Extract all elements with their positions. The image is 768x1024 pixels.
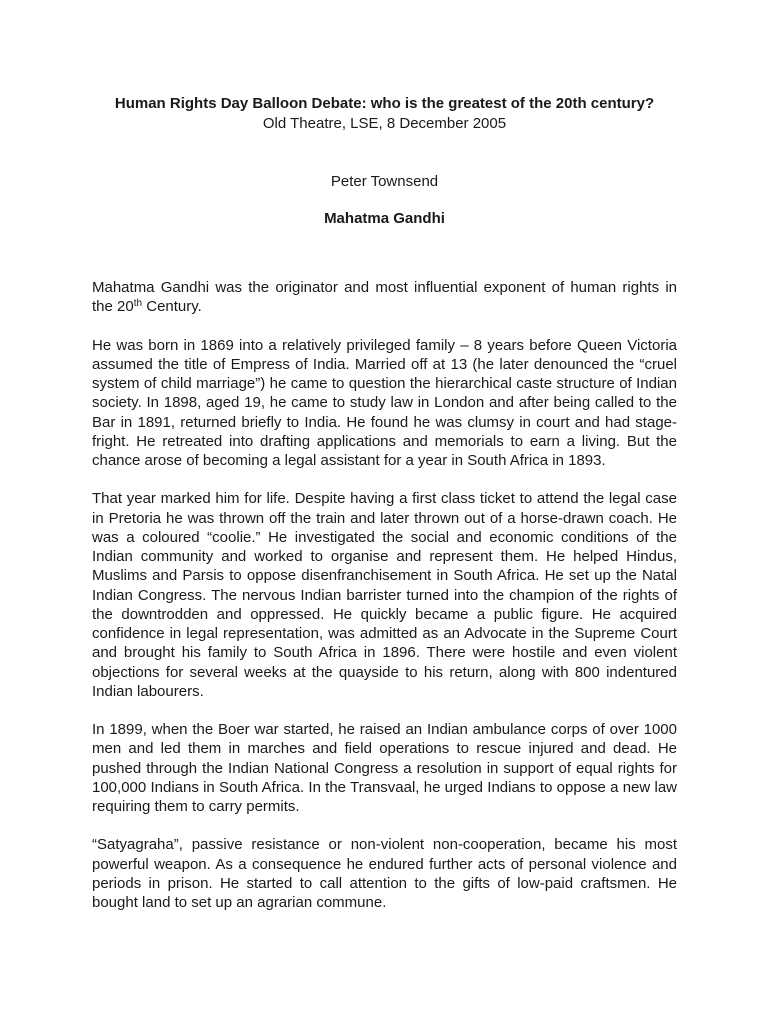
document-body (92, 278, 677, 912)
paragraph-intro-end: Century. (142, 298, 202, 316)
paragraph-satyagraha: “Satyagraha”, passive resistance or non-violent non-cooperation, became his most powerful weapon. As a consequence he endured further acts of personal violence and periods in prison. He started to call attention to the gifts of low-paid craftsmen. He bought land to set up an agrarian commune. (92, 836, 677, 911)
paragraph-boer-war: In 1899, when the Boer war started, he raised an Indian ambulance corps of over 1000 men and led them in marches and field operations to rescue injured and dead. He pushed through the Indian National Congress a resolution in support of equal rights for 100,000 Indians in South Africa. In the Transvaal, he urged Indians to oppose a new law requiring them to carry permits. (92, 721, 677, 815)
document-title: Human Rights Day Balloon Debate: who is the greatest of the 20th century? (114, 95, 655, 112)
paragraph-intro-text: Mahatma Gandhi was the originator and most influential exponent of human rights in the 20 (92, 279, 677, 316)
paragraph-intro (92, 278, 677, 317)
document-page (92, 94, 677, 931)
subject-heading: Mahatma Gandhi (324, 210, 445, 227)
paragraph-south-africa: That year marked him for life. Despite having a first class ticket to attend the legal case in Pretoria he was thrown off the train and later thrown out of a horse-drawn coach. He was a coloured “coolie.” He investigated the social and economic conditions of the Indian community and worked to organise and represent them. He helped Hindus, Muslims and Parsis to oppose disenfranchisement in South Africa. He set up the Natal Indian Congress. The nervous Indian barrister turned into the champion of the rights of the downtrodden and oppressed. He quickly became a public figure. He acquired confidence in legal representation, was admitted as an Advocate in the Supreme Court and brought his family to South Africa in 1896. There were hostile and even violent objections for several weeks at the quayside to his return, along with 800 indentured Indian labourers. (92, 490, 677, 700)
event-venue-date: Old Theatre, LSE, 8 December 2005 (262, 115, 507, 132)
paragraph-early-life: He was born in 1869 into a relatively privileged family – 8 years before Queen Victoria assumed the title of Empress of India. Married off at 13 (he later denounced the “cruel system of child marriage”) he came to question the hierarchical caste structure of Indian society. In 1898, aged 19, he came to study law in London and after being called to the Bar in 1891, returned briefly to India. He found he was clumsy in court and had stage-fright. He retreated into drafting applications and memorials to earn a living. But the chance arose of becoming a legal assistant for a year in South Africa in 1893. (92, 336, 677, 469)
author-name: Peter Townsend (330, 173, 439, 190)
ordinal-superscript: th (133, 298, 143, 310)
